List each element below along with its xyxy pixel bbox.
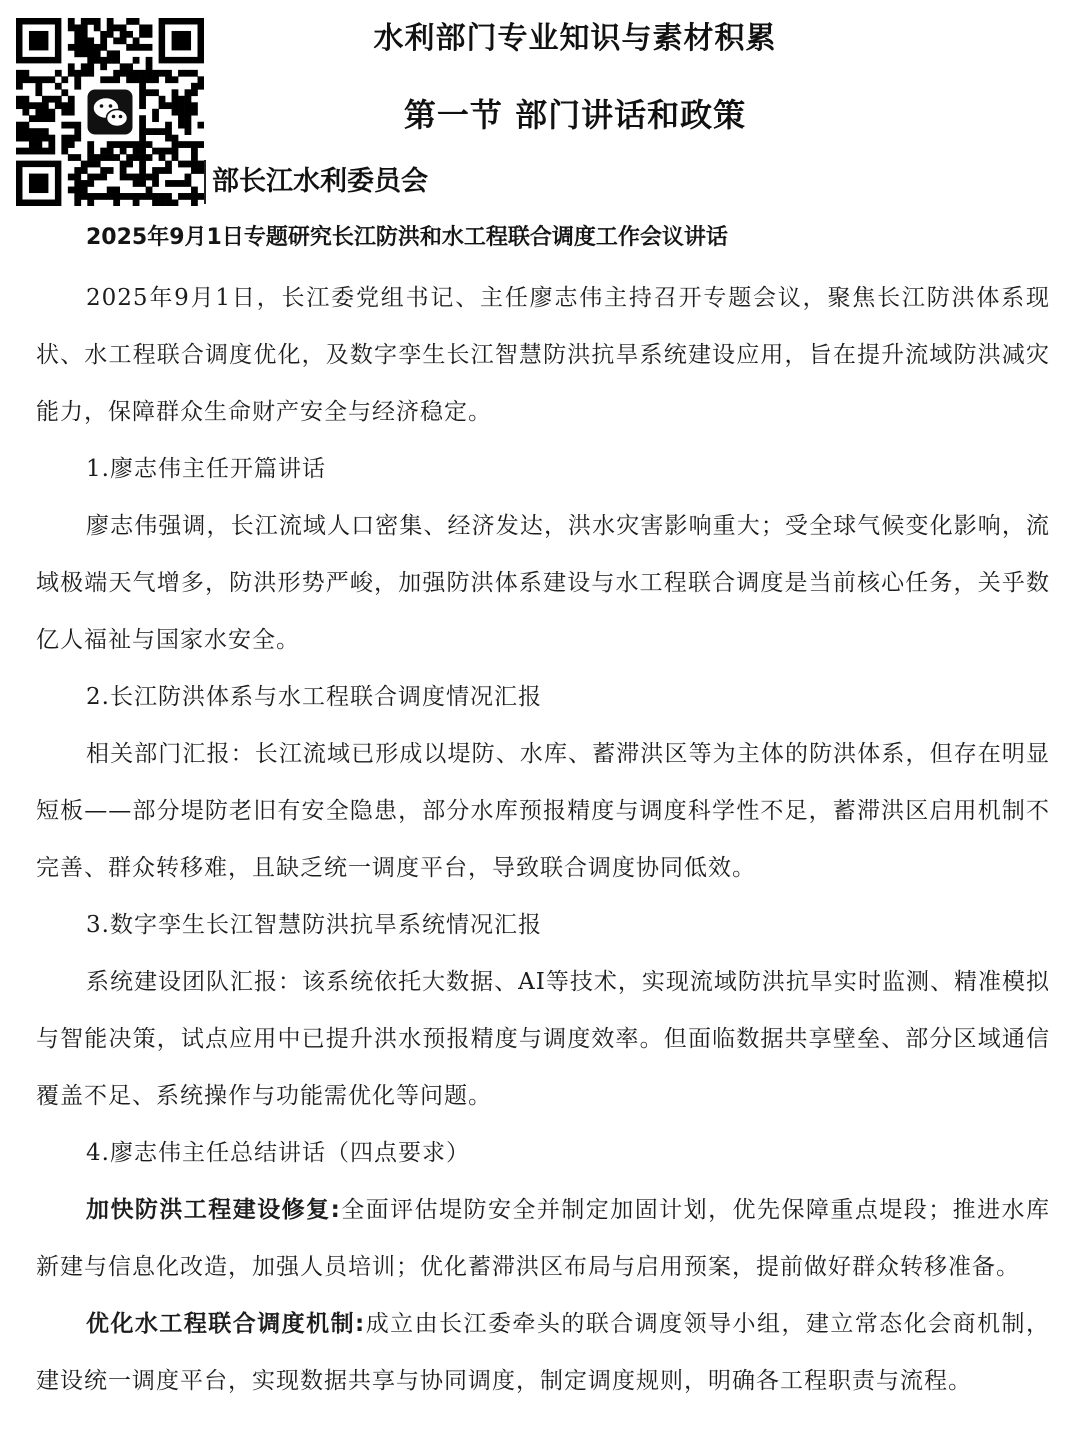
document-body <box>36 214 1050 1410</box>
wechat-icon <box>86 88 134 136</box>
requirement-1: 加快防洪工程建设修复:全面评估堤防安全并制定加固计划，优先保障重点堤段；推进水库新建与信息化改造，加强人员培训；优化蓄滞洪区布局与启用预案，提前做好群众转移准备。 <box>36 1197 1051 1280</box>
section-body-3: 系统建设团队汇报：该系统依托大数据、AI等技术，实现流域防洪抗旱实时监测、精准模拟与智能决策，试点应用中已提升洪水预报精度与调度效率。但面临数据共享壁垒、部分区域通信覆盖不足、系统操作与功能需优化等问题。 <box>36 969 1050 1109</box>
requirement-1-label: 加快防洪工程建设修复 <box>86 1197 331 1223</box>
section-body-1: 廖志伟强调，长江流域人口密集、经济发达，洪水灾害影响重大；受全球气候变化影响，流域极端天气增多，防洪形势严峻，加强防洪体系建设与水工程联合调度是当前核心任务，关乎数亿人福祉与国家水安全。 <box>36 513 1050 653</box>
section-title: 第一节 部门讲话和政策 <box>403 96 747 134</box>
section-heading-1: 1.廖志伟主任开篇讲话 <box>86 456 326 482</box>
organization-heading: 部长江水利委员会 <box>204 160 428 204</box>
intro-paragraph: 2025年9月1日，长江委党组书记、主任廖志伟主持召开专题会议，聚焦长江防洪体系现状、水工程联合调度优化，及数字孪生长江智慧防洪抗旱系统建设应用，旨在提升流域防洪减灾能力，保障群众生命财产安全与经济稳定。 <box>36 285 1050 425</box>
section-heading-4: 4.廖志伟主任总结讲话（四点要求） <box>86 1140 470 1166</box>
section-heading-3: 3.数字孪生长江智慧防洪抗旱系统情况汇报 <box>86 912 542 938</box>
document-title: 水利部门专业知识与素材积累 <box>373 21 777 56</box>
requirement-2-text: 成立由长江委牵头的联合调度领导小组，建立常态化会商机制，建设统一调度平台，实现数据共享与协同调度，制定调度规则，明确各工程职责与流程。 <box>36 1311 1051 1394</box>
section-heading-2: 2.长江防洪体系与水工程联合调度情况汇报 <box>86 684 542 710</box>
requirement-2-label: 优化水工程联合调度机制 <box>86 1311 356 1337</box>
qr-code-image <box>16 18 204 206</box>
requirement-2: 优化水工程联合调度机制:成立由长江委牵头的联合调度领导小组，建立常态化会商机制，建设统一调度平台，实现数据共享与协同调度，制定调度规则，明确各工程职责与流程。 <box>36 1311 1051 1394</box>
section-body-2: 相关部门汇报：长江流域已形成以堤防、水库、蓄滞洪区等为主体的防洪体系，但存在明显短板——部分堤防老旧有安全隐患，部分水库预报精度与调度科学性不足，蓄滞洪区启用机制不完善、群众转移难，且缺乏统一调度平台，导致联合调度协同低效。 <box>36 741 1050 881</box>
requirement-1-text: 全面评估堤防安全并制定加固计划，优先保障重点堤段；推进水库新建与信息化改造，加强人员培训；优化蓄滞洪区布局与启用预案，提前做好群众转移准备。 <box>36 1197 1051 1280</box>
meeting-title: 2025年9月1日专题研究长江防洪和水工程联合调度工作会议讲话 <box>86 225 728 250</box>
wechat-qr-code[interactable] <box>16 18 204 206</box>
